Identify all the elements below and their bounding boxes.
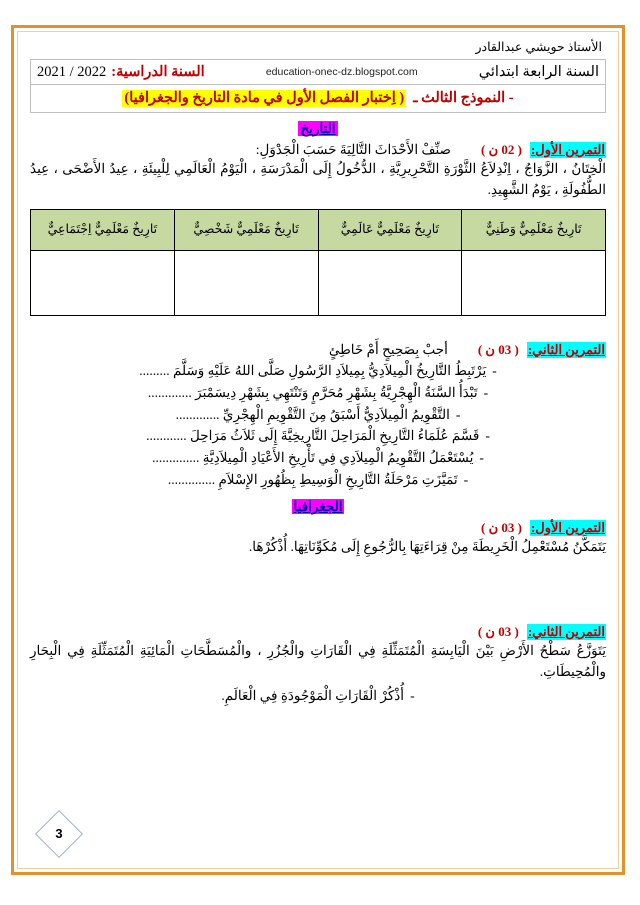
page-number-value: 3 [55,826,63,841]
list-item [30,447,606,469]
history-exercise1-items: الْخِتَانُ ، الزَّوَاجُ ، اِنْدِلاَعُ الثَّوْرَةِ التَّحْرِيرِيَّةِ ، الدُّخُولُ إِلَى الْمَدْرَسَةِ ، الْيَوْمُ الْعَالَمِي لِلْبِيئَةِ ، عِيدُ الأَضْحَى ، عِيدُ الطُّفُولَةِ ، يَوْمُ الشَّهِيدِ. [30,161,606,197]
list-item [30,360,606,382]
statement-text: يُسْتَعْمَلُ التَّقْوِيمُ الْمِيلاَدِي فِي تَأْرِيخِ الأَعْيَادِ الْمِيلاَدِيَّةِ .............. [152,450,474,466]
statement-text: يَرْتَبِطُ التَّارِيخُ الْمِيلاَدِيُّ بِمِيلاَدِ الرَّسُولِ صَلَّى اللهُ عَلَيْهِ وَسَلَّمَ ......... [139,362,487,378]
geography-exercise2-points: ( 03 ن ) [477,623,519,639]
history-exercise1-points: ( 02 ن ) [480,142,522,157]
table-cell-answer-4[interactable] [31,250,175,315]
list-item [30,685,606,707]
geography-exercise2-text: يَتَوَزَّعُ سَطْحُ الأَرْضِ بَيْنَ الْيَابِسَةِ الْمُتَمَثِّلَةِ فِي الْقَارَاتِ والْجُزُرِ ، والْمُسَطَّحَاتِ الْمَائِيَةِ الْمُتَمَثِّلَةِ فِي الْبِحَارِ والْمُحِيطَاتِ. [30,642,606,679]
list-item [30,382,606,404]
geography-exercise1-label: التمرين الأول: [530,520,605,535]
history-exercise1-instruction: صنِّفْ الأَحْدَاثَ التَّالِيَةَ حَسَبَ الْجَدْوَلِ: [255,142,451,157]
header-info-box [30,59,606,85]
history-subject-heading [30,120,606,138]
list-item [30,469,606,491]
geography-exercise2-header [30,624,606,640]
question-text: أُذْكُرْ الْقَارَاتِ الْمَوْجُودَةِ فِي الْعَالَمِ. [221,687,405,703]
website-url: education-onec-dz.blogspot.com [265,66,418,78]
teacher-name: الأستاذ حويشي عبدالقادر [475,40,602,54]
history-exercise1-header [30,142,606,158]
spacer-between-geography-exercises-2 [30,598,606,620]
geography-subject-heading [30,498,606,516]
geography-exercise2-label: التمرين الثاني: [527,623,605,639]
history-exercise2-label: التمرين الثاني: [527,341,605,357]
table-cell-answer-2[interactable] [318,250,462,315]
bullet-dash-icon: - [463,472,469,488]
table-header-row [31,209,606,250]
exam-title-box [30,85,606,113]
spacer-between-geography-exercises [30,558,606,598]
list-item [30,425,606,447]
bullet-dash-icon: - [483,384,489,400]
table-row [31,250,606,315]
statement-text: التَّقْوِيمُ الْمِيلاَدِيُّ أَسْبَقُ مِنَ التَّقْوِيمِ الْهِجْرِيِّ ............. [175,406,450,422]
history-exercise2-instruction: أجبْ بِصَحِيحٍ أَمْ خَاطِئٍ [328,341,448,357]
table-header-cell-1: تَارِيخٌ مَعْلَمِيٌّ وَطَنِيٌّ [462,209,606,250]
bullet-dash-icon: - [479,450,484,466]
classification-table [30,209,606,316]
spacer-after-table [30,316,606,338]
exam-title: ( اِختبار الفصل الأول في مادة التاريخ والجغرافيا) [124,90,405,106]
table-header-cell-2: تَارِيخٌ مَعْلَمِيٌّ عَالَمِيٌّ [318,209,462,250]
list-item [30,404,606,426]
table-header-cell-3: تَارِيخٌ مَعْلَمِيٌّ شَخْصِيٌّ [174,209,318,250]
statement-text: تَمَيَّزَتِ مَرْحَلَةُ التَّارِيخِ الْوَسِيطِ بِظُهُورِ الإِسْلاَمِ .............. [167,472,458,488]
table-cell-answer-1[interactable] [462,250,606,315]
history-exercise1-label: التمرين الأول: [530,142,605,157]
geography-exercise2-question-list [30,685,606,707]
geography-exercise1-text: يَتَمَكَّنُ مُسْتَعْمِلُ الْخَرِيطَةَ مِنْ قِرَاءَتِهَا بِالرُّجُوعِ إِلَى مُكَوِّنَاتِهَا. أُذْكُرْهَا. [248,539,606,554]
statement-text: قَسَّمَ عُلَمَاءُ التَّارِيخِ الْمَرَاحِلَ التَّارِيخِيَّةَ إِلَى ثَلاَثُ مَرَاحِلَ ............ [146,428,480,444]
page-number-badge [35,810,83,858]
school-year-group [37,64,205,81]
document-content [18,31,618,869]
geography-exercise1-points: ( 03 ن ) [480,520,522,535]
bullet-dash-icon: - [492,362,497,378]
history-exercise2-statement-list [30,360,606,491]
table-cell-answer-3[interactable] [174,250,318,315]
exam-model-label: - النموذج الثالث ـ [413,90,514,106]
geography-exercise1-header [30,520,606,536]
history-exercise2-header [30,342,606,358]
grade-level: السنة الرابعة ابتدائي [478,63,599,80]
statement-text: تَبْدَأُ السَّنَةُ الْهِجْرِيَّةُ بِشَهْرِ مُحَرَّمٍ وَتَنْتَهِي بِشَهْرِ دِيسَمْبَرَ ............. [147,384,478,400]
bullet-dash-icon: - [410,687,415,703]
bullet-dash-icon: - [485,428,490,444]
school-year-value: 2021 / 2022 [37,63,107,80]
bullet-dash-icon: - [455,406,461,422]
school-year-label: السنة الدراسية: [111,63,205,80]
history-exercise2-points: ( 03 ن ) [477,341,519,357]
history-subject-label: التاريخ [300,121,336,136]
geography-subject-label: الجغرافيا [293,499,343,514]
table-header-cell-4: تَارِيخٌ مَعْلَمِيٌّ اِجْتَمَاعِيٌّ [31,209,175,250]
